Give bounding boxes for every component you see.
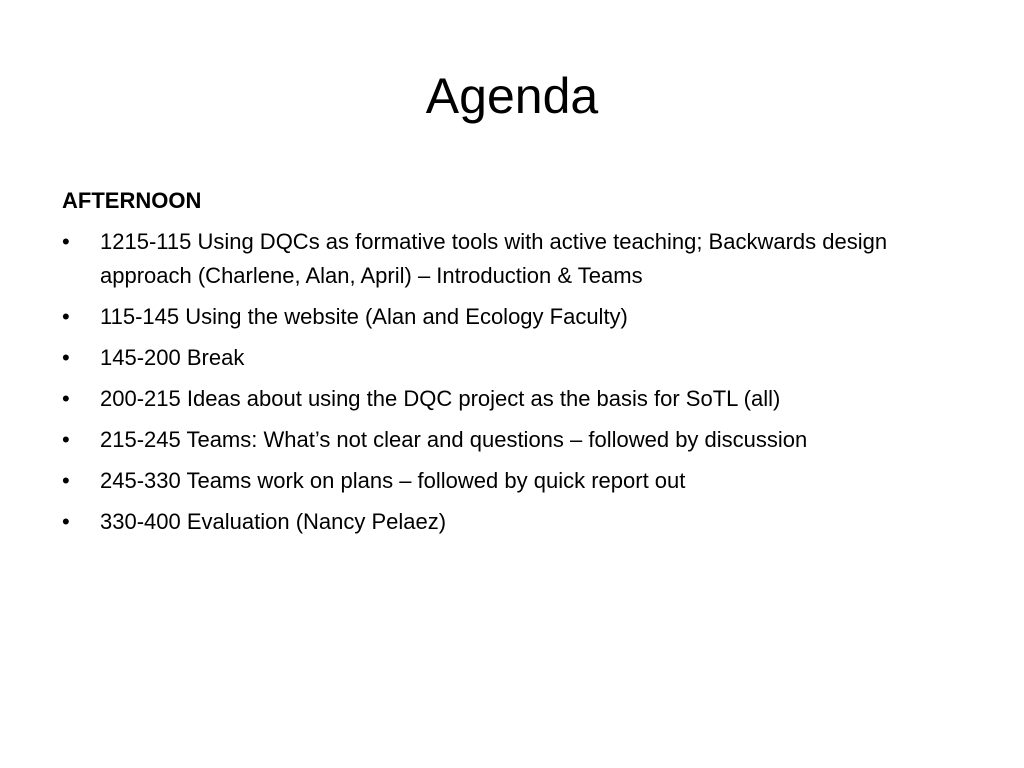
- bullet-icon: •: [62, 345, 70, 370]
- agenda-item-text: 330-400 Evaluation (Nancy Pelaez): [100, 509, 447, 534]
- agenda-item: [62, 341, 962, 375]
- bullet-icon: •: [62, 468, 70, 493]
- agenda-item-text: 115-145 Using the website (Alan and Ecology Faculty): [100, 304, 628, 329]
- bullet-icon: •: [62, 427, 70, 452]
- section-heading: AFTERNOON: [62, 188, 202, 213]
- agenda-item: [62, 464, 962, 498]
- bullet-icon: •: [62, 386, 70, 411]
- agenda-item: [62, 382, 962, 416]
- bullet-icon: •: [62, 509, 70, 534]
- agenda-item: [62, 225, 962, 293]
- agenda-item: [62, 505, 962, 539]
- agenda-list: [62, 225, 962, 539]
- agenda-item-text: 200-215 Ideas about using the DQC project as the basis for SoTL (all): [100, 386, 781, 411]
- slide-content: [62, 184, 962, 546]
- agenda-item-text: 215-245 Teams: What’s not clear and questions – followed by discussion: [100, 427, 808, 452]
- bullet-icon: •: [62, 229, 70, 254]
- agenda-item-text: 245-330 Teams work on plans – followed by quick report out: [100, 468, 686, 493]
- agenda-item: [62, 423, 962, 457]
- slide-title: Agenda: [425, 68, 599, 124]
- agenda-item-text: 145-200 Break: [100, 345, 245, 370]
- agenda-item: [62, 300, 962, 334]
- agenda-item-text: 1215-115 Using DQCs as formative tools with active teaching; Backwards design approach (Charlene, Alan, April) – Introduction & Teams: [100, 229, 888, 288]
- bullet-icon: •: [62, 304, 70, 329]
